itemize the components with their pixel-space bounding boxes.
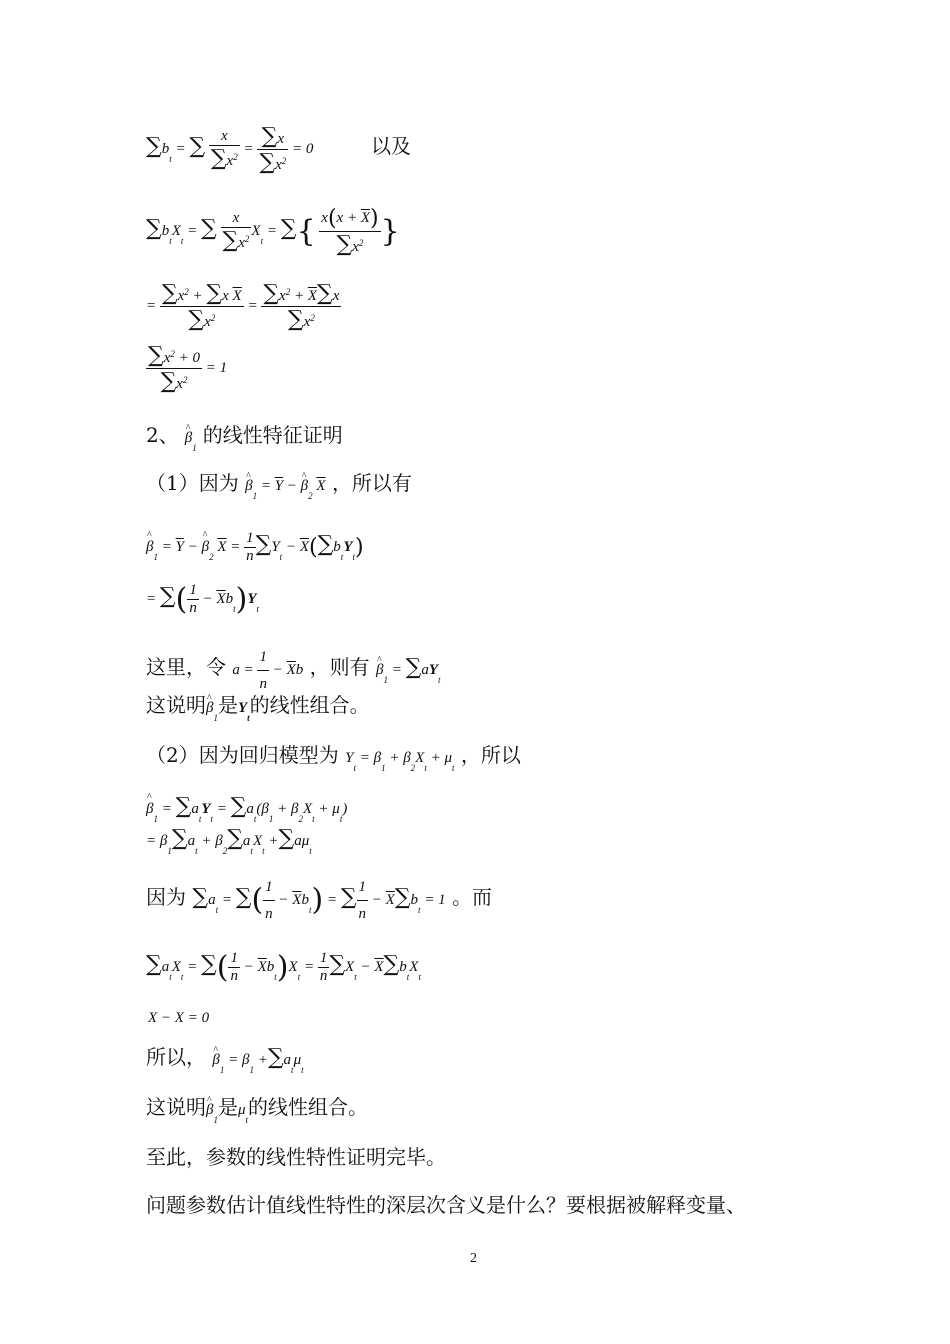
explain2: 这说明^ $\beta_1$是$\mu_t$的线性组合。 (146, 1094, 368, 1124)
eq-beta1-d: = $\beta_1\sum a_t + \beta_2\sum a_tX_t +\sum a\mu_t$ (146, 826, 312, 856)
eq-equals-one: $\frac{\sum x^2 + 0}{\sum x^2}$ = 1 (148, 343, 228, 394)
therefore-line: 所以， ^ $\beta_1 = \beta_1 +\sum a_t\mu_t$ (146, 1044, 304, 1074)
eq-sum-b: $\sum b_t$ = ∑ $\frac{x}{\sum x^2}$ = $\frac{\sum x}{\sum x^2}$ = 0 (146, 124, 314, 175)
eq-beta1-a: ^ $\beta_1 = \overline{Y}$ − ^ $\beta_2$ $\overline{X}$ = $\frac{1}{n}$ $\sum Y_t - \overline{X}(\sum b_tY_t)$ (146, 530, 364, 565)
eq-beta1-b: = ∑( $\frac{1}{n}$ − $\overline{X}b_t)Y_t$ (146, 582, 260, 617)
explain1: 这说明^ $\beta_1$是$Y_t$的线性组合。 (146, 692, 370, 722)
step1-line: （1）因为 ^ $\beta_1 = \overline{Y}$ − ^ $\beta_2$ $\overline{X}$ ，所以有 (146, 470, 412, 500)
eq-x-minus-x: X − X = 0 (148, 1010, 210, 1026)
section-heading: 2、 ^ $\beta_1$的线性特征证明 (146, 422, 343, 452)
eq-expansion: = $\frac{\sum x^2 + \sum x \overline{X}}{\sum x^2}$ = $\frac{\sum x^2 + \overline{X}\sum x}{\sum x^2}$ (146, 281, 340, 332)
eq-sum-bX: $\sum b_tX_t$ = ∑ $\frac{x}{\sum x^2}$ $X_t$ = ∑{ $\frac{x(x + \overline{X})}{\sum x^2}$ } (146, 206, 400, 257)
eq1-suffix: 以及 (371, 134, 411, 158)
conclusion: 至此，参数的线性特性证明完毕。 (146, 1145, 446, 1169)
question: 问题参数估计值线性特性的深层次含义是什么？要根据被解释变量、 (146, 1193, 746, 1217)
step2-line: （2）因为回归模型为 $Y_t = \beta_1 + \beta_2X_t + \mu_t$ ，所以 (146, 743, 521, 773)
page-number: 2 (470, 1251, 477, 1266)
because-line: 因为 $\sum a_t$ = ∑( $\frac{1}{n}$ − $\overline{X}b_t$) = ∑ $\frac{1}{n}$ − $\overline{X}\sum b_t = 1$ 。而 (146, 874, 492, 927)
eq-beta1-c: ^ $\beta_1 = \sum a_tY_t = \sum a_t(\beta_1 + \beta_2X_t + \mu_t)$ (146, 794, 347, 819)
let-line: 这里，令 a = $\frac{1}{n}$ − $\overline{X}b$ ，则有 ^ $\beta_1 = \sum aY_t$ (146, 644, 441, 697)
eq-sum-aX: $\sum a_tX_t$ = ∑( $\frac{1}{n}$ − $\overline{X}b_t)X_t$ = $\frac{1}{n}$ $\sum X_t - \overline{X}\sum b_tX_t$ (146, 950, 421, 985)
